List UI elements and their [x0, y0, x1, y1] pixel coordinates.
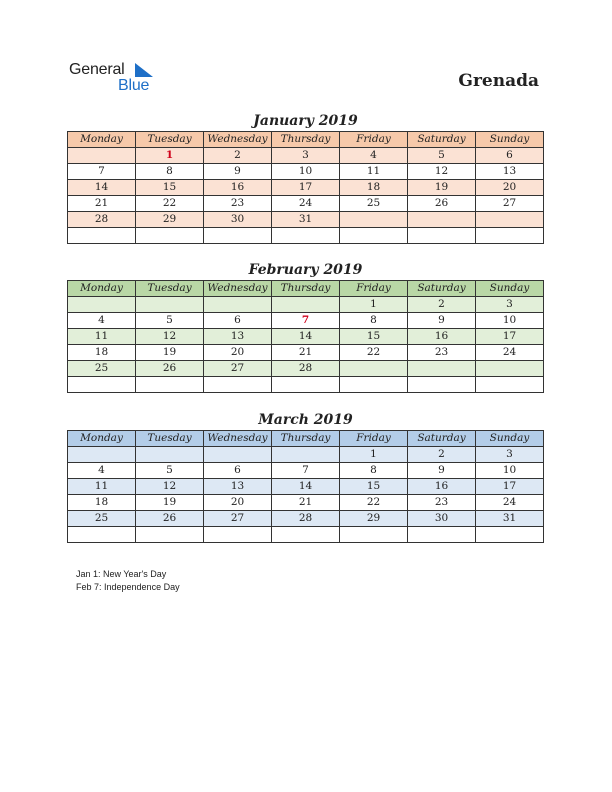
day-cell: 15: [340, 329, 408, 345]
week-row: [68, 196, 544, 212]
day-cell: [204, 447, 272, 463]
day-cell: [68, 527, 136, 543]
day-cell: [340, 527, 408, 543]
day-cell: [136, 377, 204, 393]
day-cell: 22: [136, 196, 204, 212]
week-row: [68, 329, 544, 345]
weekday-header: Saturday: [408, 431, 476, 447]
brand-logo: [69, 61, 159, 95]
day-cell: [68, 148, 136, 164]
day-cell: 8: [340, 463, 408, 479]
day-cell: 12: [136, 329, 204, 345]
week-row: [68, 479, 544, 495]
week-row: [68, 361, 544, 377]
day-cell: 23: [204, 196, 272, 212]
day-cell: [204, 527, 272, 543]
day-cell: 15: [136, 180, 204, 196]
day-cell: [408, 228, 476, 244]
day-cell: 7: [272, 313, 340, 329]
day-cell: 13: [204, 329, 272, 345]
day-cell: [476, 228, 544, 244]
weekday-header: Sunday: [476, 132, 544, 148]
weekday-header: Thursday: [272, 431, 340, 447]
day-cell: 7: [68, 164, 136, 180]
weekday-header: Monday: [68, 132, 136, 148]
week-row: [68, 447, 544, 463]
day-cell: 15: [340, 479, 408, 495]
day-cell: 19: [136, 495, 204, 511]
day-cell: 3: [476, 447, 544, 463]
month-february: [67, 261, 544, 393]
day-cell: 22: [340, 495, 408, 511]
day-cell: [136, 527, 204, 543]
month-march: [67, 411, 544, 543]
month-title: March 2019: [258, 412, 353, 428]
weekday-header: Tuesday: [136, 431, 204, 447]
day-cell: 25: [68, 511, 136, 527]
weekday-header: Friday: [340, 281, 408, 297]
day-cell: [408, 361, 476, 377]
day-cell: [204, 377, 272, 393]
day-cell: 12: [408, 164, 476, 180]
day-cell: 3: [476, 297, 544, 313]
day-cell: 23: [408, 345, 476, 361]
day-cell: 18: [68, 345, 136, 361]
calendar-grid: [67, 430, 544, 543]
day-cell: 7: [272, 463, 340, 479]
weekday-header: Saturday: [408, 132, 476, 148]
day-cell: 6: [204, 313, 272, 329]
day-cell: 21: [272, 495, 340, 511]
day-cell: [204, 228, 272, 244]
week-row: [68, 495, 544, 511]
day-cell: 30: [204, 212, 272, 228]
day-cell: 18: [340, 180, 408, 196]
day-cell: 2: [408, 447, 476, 463]
day-cell: 16: [408, 479, 476, 495]
day-cell: [204, 297, 272, 313]
week-row: [68, 527, 544, 543]
holiday-note: Feb 7: Independence Day: [76, 582, 180, 592]
brand-name-general: General: [69, 61, 125, 78]
weekday-header: Tuesday: [136, 281, 204, 297]
day-cell: 6: [476, 148, 544, 164]
day-cell: [68, 377, 136, 393]
day-cell: 14: [272, 479, 340, 495]
day-cell: 11: [340, 164, 408, 180]
day-cell: 4: [68, 463, 136, 479]
day-cell: [476, 377, 544, 393]
country-title: Grenada: [458, 71, 539, 91]
day-cell: 19: [408, 180, 476, 196]
day-cell: 10: [272, 164, 340, 180]
day-cell: 25: [340, 196, 408, 212]
day-cell: [272, 297, 340, 313]
calendar-grid: [67, 280, 544, 393]
day-cell: 5: [408, 148, 476, 164]
week-row: [68, 463, 544, 479]
weekday-header: Tuesday: [136, 132, 204, 148]
day-cell: 28: [272, 361, 340, 377]
day-cell: 24: [476, 345, 544, 361]
day-cell: 11: [68, 329, 136, 345]
day-cell: [272, 447, 340, 463]
day-cell: 28: [272, 511, 340, 527]
day-cell: 8: [340, 313, 408, 329]
day-cell: 24: [476, 495, 544, 511]
weekday-header-row: [68, 132, 544, 148]
weekday-header-row: [68, 281, 544, 297]
week-row: [68, 228, 544, 244]
day-cell: 10: [476, 313, 544, 329]
day-cell: 23: [408, 495, 476, 511]
day-cell: 28: [68, 212, 136, 228]
weekday-header: Friday: [340, 132, 408, 148]
day-cell: [476, 361, 544, 377]
day-cell: 27: [476, 196, 544, 212]
day-cell: 6: [204, 463, 272, 479]
weekday-header: Wednesday: [204, 431, 272, 447]
day-cell: 27: [204, 361, 272, 377]
week-row: [68, 164, 544, 180]
brand-name-blue: Blue: [118, 77, 150, 94]
weekday-header: Wednesday: [204, 281, 272, 297]
day-cell: 2: [408, 297, 476, 313]
day-cell: [340, 361, 408, 377]
weekday-header: Thursday: [272, 281, 340, 297]
day-cell: 20: [204, 345, 272, 361]
day-cell: 13: [476, 164, 544, 180]
day-cell: 18: [68, 495, 136, 511]
weekday-header: Wednesday: [204, 132, 272, 148]
day-cell: 20: [204, 495, 272, 511]
day-cell: 14: [272, 329, 340, 345]
day-cell: 26: [408, 196, 476, 212]
day-cell: 26: [136, 361, 204, 377]
day-cell: 13: [204, 479, 272, 495]
day-cell: [340, 377, 408, 393]
month-title: February 2019: [248, 262, 363, 278]
day-cell: 1: [136, 148, 204, 164]
week-row: [68, 313, 544, 329]
day-cell: 16: [204, 180, 272, 196]
day-cell: [136, 297, 204, 313]
weekday-header: Saturday: [408, 281, 476, 297]
day-cell: 30: [408, 511, 476, 527]
day-cell: 17: [272, 180, 340, 196]
day-cell: 11: [68, 479, 136, 495]
day-cell: 9: [408, 463, 476, 479]
day-cell: 21: [68, 196, 136, 212]
day-cell: [68, 297, 136, 313]
day-cell: 29: [340, 511, 408, 527]
week-row: [68, 212, 544, 228]
day-cell: 17: [476, 479, 544, 495]
day-cell: [340, 212, 408, 228]
day-cell: 3: [272, 148, 340, 164]
day-cell: 20: [476, 180, 544, 196]
day-cell: 31: [476, 511, 544, 527]
day-cell: [68, 447, 136, 463]
day-cell: [408, 212, 476, 228]
day-cell: [340, 228, 408, 244]
day-cell: 8: [136, 164, 204, 180]
weekday-header: Monday: [68, 431, 136, 447]
day-cell: 2: [204, 148, 272, 164]
day-cell: 27: [204, 511, 272, 527]
holiday-notes: [76, 568, 180, 594]
weekday-header: Sunday: [476, 431, 544, 447]
day-cell: 25: [68, 361, 136, 377]
day-cell: [68, 228, 136, 244]
week-row: [68, 297, 544, 313]
holiday-note: Jan 1: New Year's Day: [76, 569, 167, 579]
month-january: [67, 112, 544, 244]
day-cell: 1: [340, 297, 408, 313]
weekday-header: Sunday: [476, 281, 544, 297]
month-title: January 2019: [253, 113, 358, 129]
day-cell: 19: [136, 345, 204, 361]
day-cell: [136, 228, 204, 244]
week-row: [68, 377, 544, 393]
day-cell: [272, 527, 340, 543]
day-cell: 9: [408, 313, 476, 329]
brand-triangle-icon: [135, 63, 153, 77]
day-cell: 9: [204, 164, 272, 180]
day-cell: 29: [136, 212, 204, 228]
day-cell: [136, 447, 204, 463]
week-row: [68, 345, 544, 361]
weekday-header: Friday: [340, 431, 408, 447]
day-cell: 24: [272, 196, 340, 212]
weekday-header: Thursday: [272, 132, 340, 148]
week-row: [68, 180, 544, 196]
day-cell: 1: [340, 447, 408, 463]
week-row: [68, 148, 544, 164]
weekday-header: Monday: [68, 281, 136, 297]
day-cell: 14: [68, 180, 136, 196]
day-cell: 17: [476, 329, 544, 345]
week-row: [68, 511, 544, 527]
day-cell: 21: [272, 345, 340, 361]
day-cell: 4: [340, 148, 408, 164]
day-cell: 5: [136, 463, 204, 479]
day-cell: 4: [68, 313, 136, 329]
weekday-header-row: [68, 431, 544, 447]
day-cell: 16: [408, 329, 476, 345]
day-cell: [476, 527, 544, 543]
day-cell: [408, 377, 476, 393]
day-cell: 31: [272, 212, 340, 228]
day-cell: [408, 527, 476, 543]
calendar-grid: [67, 131, 544, 244]
day-cell: 10: [476, 463, 544, 479]
day-cell: 12: [136, 479, 204, 495]
day-cell: [272, 377, 340, 393]
day-cell: 5: [136, 313, 204, 329]
day-cell: [476, 212, 544, 228]
day-cell: 26: [136, 511, 204, 527]
day-cell: 22: [340, 345, 408, 361]
day-cell: [272, 228, 340, 244]
